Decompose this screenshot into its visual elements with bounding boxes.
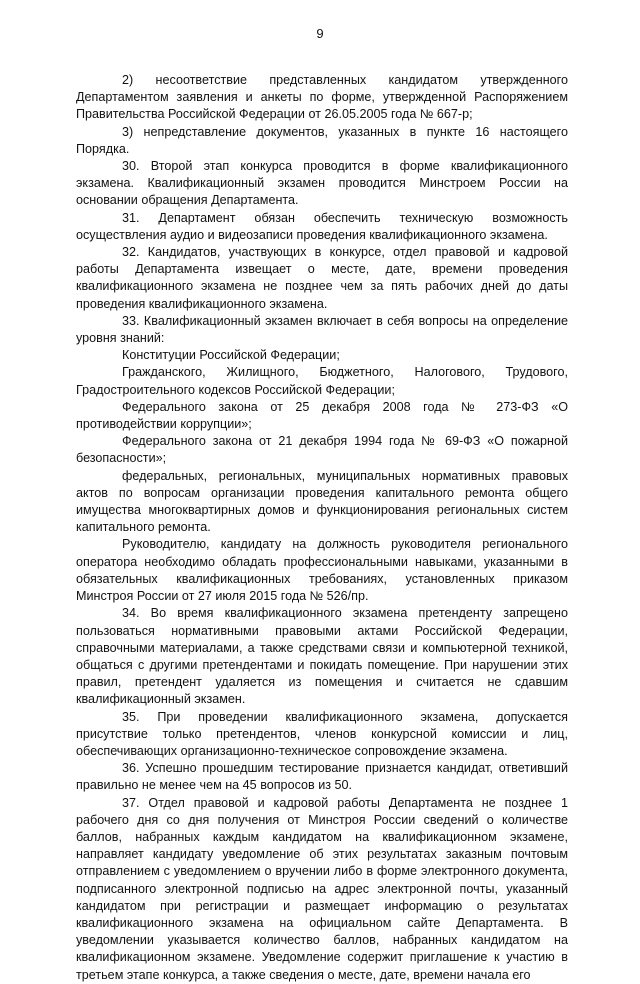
document-body	[76, 72, 568, 984]
paragraph: Руководителю, кандидату на должность руководителя регионального оператора необходимо обладать профессиональными навыками, указанными в обязательных квалификационных требованиях, установленных приказом Минстроя России от 27 июля 2015 года № 526/пр.	[76, 537, 568, 604]
paragraph: 33. Квалификационный экзамен включает в себя вопросы на определение уровня знаний:	[76, 313, 568, 346]
paragraph: 31. Департамент обязан обеспечить техническую возможность осуществления аудио и видеозаписи проведения квалификационного экзамена.	[76, 210, 568, 242]
paragraph: 34. Во время квалификационного экзамена претенденту запрещено пользоваться нормативными правовыми актами Российской Федерации, справочными материалами, а также средствами связи и компьютерной техникой, общаться с другими претендентами и покидать помещение. При нарушении этих правил, претендент удаляется из помещения и считается не сдавшим квалификационный экзамен.	[76, 606, 568, 707]
paragraph: Конституции Российской Федерации;	[122, 348, 340, 363]
paragraph: Федерального закона от 21 декабря 1994 года № 69-ФЗ «О пожарной безопасности»;	[76, 434, 568, 466]
paragraph: 2) несоответствие представленных кандидатом утвержденного Департаментом заявления и анкеты по форме, утвержденной Распоряжением Правительства Российской Федерации от 26.05.2005 года № 667-р;	[76, 73, 568, 122]
page-number: 9	[316, 26, 324, 41]
paragraph: 35. При проведении квалификационного экзамена, допускается присутствие только претендентов, членов конкурсной комиссии и лиц, обеспечивающих организационно-техническое сопровождение экзамена.	[76, 709, 568, 758]
paragraph: 3) непредставление документов, указанных в пункте 16 настоящего Порядка.	[76, 124, 568, 156]
paragraph: Федерального закона от 25 декабря 2008 года № 273-ФЗ «О противодействии коррупции»;	[76, 399, 568, 432]
paragraph: Гражданского, Жилищного, Бюджетного, Налогового, Трудового, Градостроительного кодексов Российской Федерации;	[76, 365, 568, 397]
paragraph: 37. Отдел правовой и кадровой работы Департамента не позднее 1 рабочего дня со дня получения от Минстроя России сведений о количестве баллов, набранных каждым кандидатом на квалификационном экзамене, направляет кандидату уведомление об этих результатах заказным почтовым отправлением с уведомлением о вручении либо в форме электронного документа, подписанного электронной подписью на адрес электронной почты, указанный кандидатом при регистрации и размещает информацию о результатах квалификационного экзамена на официальном сайте Департамента. В уведомлении указывается количество баллов, набранных кандидатом на квалификационном экзамене. Уведомление содержит приглашение к участию в третьем этапе конкурса, а также сведения о месте, дате, времени начала его	[76, 795, 568, 982]
paragraph: 32. Кандидатов, участвующих в конкурсе, отдел правовой и кадровой работы Департамента извещает о месте, дате, времени проведения квалификационного экзамена не позднее чем за пять рабочих дней до даты проведения квалификационного экзамена.	[76, 245, 568, 311]
paragraph: федеральных, региональных, муниципальных нормативных правовых актов по вопросам организации проведения капитального ремонта общего имущества многоквартирных домов и функционирования региональных систем капитального ремонта.	[76, 468, 568, 535]
paragraph: 36. Успешно прошедшим тестирование признается кандидат, ответивший правильно не менее чем на 45 вопросов из 50.	[76, 761, 568, 793]
paragraph: 30. Второй этап конкурса проводится в форме квалификационного экзамена. Квалификационный экзамен проводится Минстроем России на основании обращения Департамента.	[76, 159, 568, 208]
